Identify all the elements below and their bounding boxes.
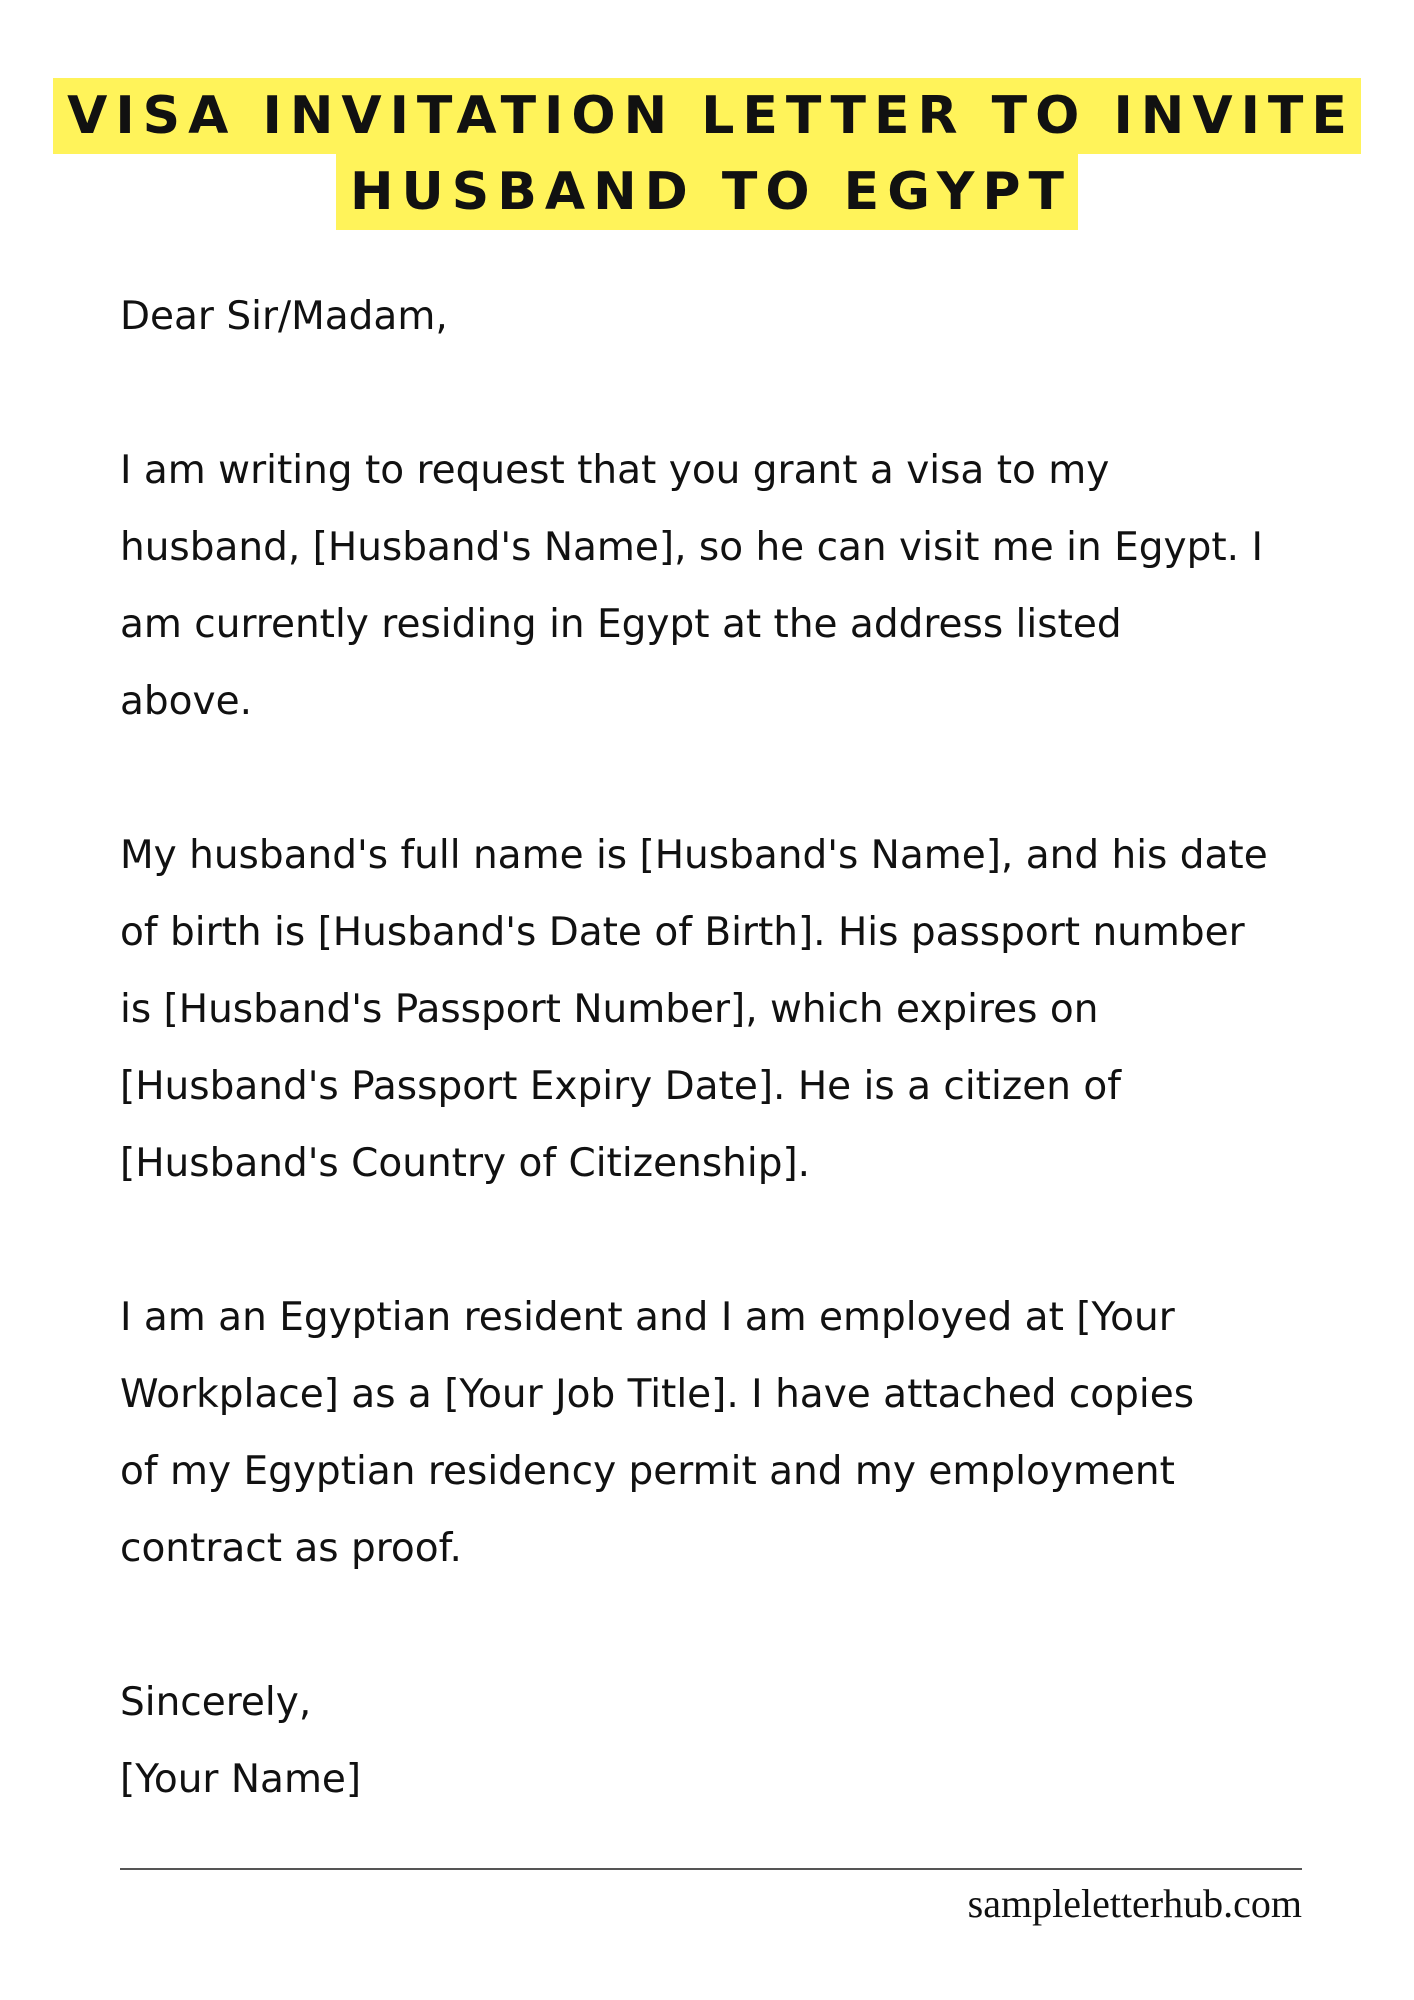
footer-website: sampleletterhub.com: [967, 1881, 1302, 1926]
paragraph-spacer: [120, 355, 1360, 432]
paragraph-request: [120, 432, 1360, 740]
paragraph-line: [Husband's Country of Citizenship].: [120, 1141, 811, 1186]
title-line-1: VISA INVITATION LETTER TO INVITE: [53, 78, 1361, 154]
salutation: Dear Sir/Madam,: [120, 294, 448, 339]
paragraph-husband-details: [120, 817, 1360, 1202]
paragraph-line: above.: [120, 679, 252, 724]
paragraph-line: [Husband's Passport Expiry Date]. He is a citizen of: [120, 1064, 1121, 1109]
paragraph-spacer: [120, 1202, 1360, 1279]
paragraph-line: Workplace] as a [Your Job Title]. I have attached copies: [120, 1372, 1195, 1417]
paragraph-line: am currently residing in Egypt at the address listed: [120, 602, 1122, 647]
paragraph-line: husband, [Husband's Name], so he can visit me in Egypt. I: [120, 525, 1263, 570]
paragraph-line: is [Husband's Passport Number], which expires on: [120, 987, 1099, 1032]
paragraph-line: of birth is [Husband's Date of Birth]. His passport number: [120, 910, 1245, 955]
paragraph-spacer: [120, 1587, 1360, 1664]
paragraph-line: I am writing to request that you grant a visa to my: [120, 448, 1110, 493]
paragraph-line: of my Egyptian residency permit and my employment: [120, 1449, 1175, 1494]
footer-divider: [120, 1868, 1302, 1870]
paragraph-residency: [120, 1279, 1360, 1587]
letter-title: [0, 78, 1414, 230]
signature-placeholder: [Your Name]: [120, 1757, 362, 1802]
paragraph-line: contract as proof.: [120, 1526, 462, 1571]
title-line-2: HUSBAND TO EGYPT: [336, 154, 1078, 230]
closing: Sincerely,: [120, 1680, 312, 1725]
paragraph-line: I am an Egyptian resident and I am employed at [Your: [120, 1295, 1175, 1340]
letter-body: [120, 278, 1360, 1818]
paragraph-line: My husband's full name is [Husband's Name], and his date: [120, 833, 1268, 878]
paragraph-spacer: [120, 740, 1360, 817]
